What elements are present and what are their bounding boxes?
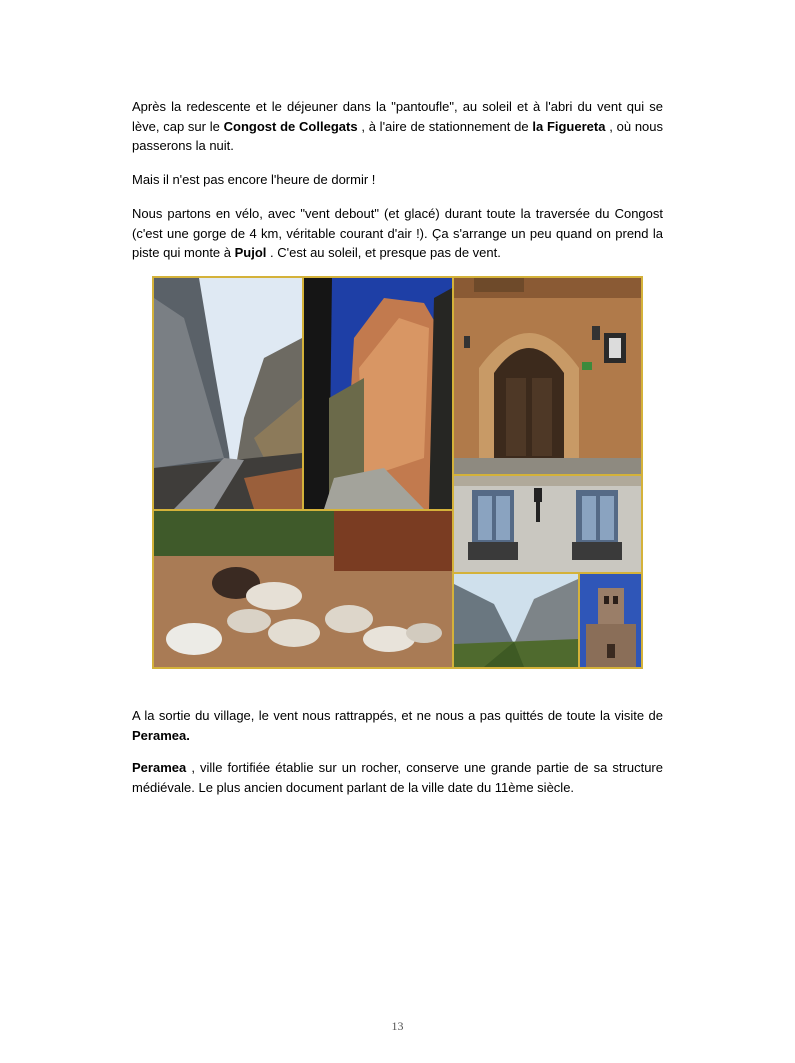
photo-gorge-road bbox=[154, 278, 302, 509]
text: Nous partons en vélo, avec "vent debout" (et glacé) durant toute la traversée du Congost (c'est une gorge de 4 km, véritable courant d'air !). Ça s'arrange un peu quand on prend la piste qui monte à bbox=[132, 206, 663, 260]
text: A la sortie du village, le vent nous rattrappés, et ne nous a pas quittés de toute la visite de bbox=[132, 708, 663, 723]
photo-collage bbox=[152, 276, 643, 669]
paragraph-velo bbox=[132, 204, 663, 263]
text: , à l'aire de stationnement de bbox=[357, 118, 533, 134]
paragraph-sortie bbox=[132, 706, 663, 745]
paragraph-peramea bbox=[132, 758, 663, 797]
place-name: Peramea. bbox=[132, 727, 190, 743]
place-name: la Figuereta bbox=[532, 118, 606, 134]
text: Après la redescente et le déjeuner dans la "pantoufle", au soleil et à l'abri du vent qui se lève, cap sur le bbox=[132, 99, 663, 134]
photo-church-tower bbox=[580, 574, 641, 667]
photo-cows-resting bbox=[154, 511, 452, 667]
paragraph-dormir bbox=[132, 170, 663, 190]
place-name: Peramea bbox=[132, 760, 187, 775]
photo-valley-view bbox=[454, 574, 578, 667]
photo-arched-door bbox=[454, 278, 641, 474]
text: , où nous passerons la nuit. bbox=[132, 118, 664, 153]
text: Mais il n'est pas encore l'heure de dormir ! bbox=[132, 172, 376, 187]
page-number: 13 bbox=[391, 1019, 404, 1033]
paragraph-congost bbox=[132, 97, 663, 156]
place-name: Pujol bbox=[234, 245, 267, 260]
text: , ville fortifiée établie sur un rocher, conserve une grande partie de sa structure médiévale. Le plus ancien document parlant de la ville date du 11ème siècle. bbox=[132, 760, 663, 795]
place-name: Congost de Collegats bbox=[223, 118, 358, 134]
text: . C'est au soleil, et presque pas de vent. bbox=[266, 245, 501, 260]
photo-windows-lamp bbox=[454, 476, 641, 572]
photo-cliff-gorge bbox=[304, 278, 452, 509]
